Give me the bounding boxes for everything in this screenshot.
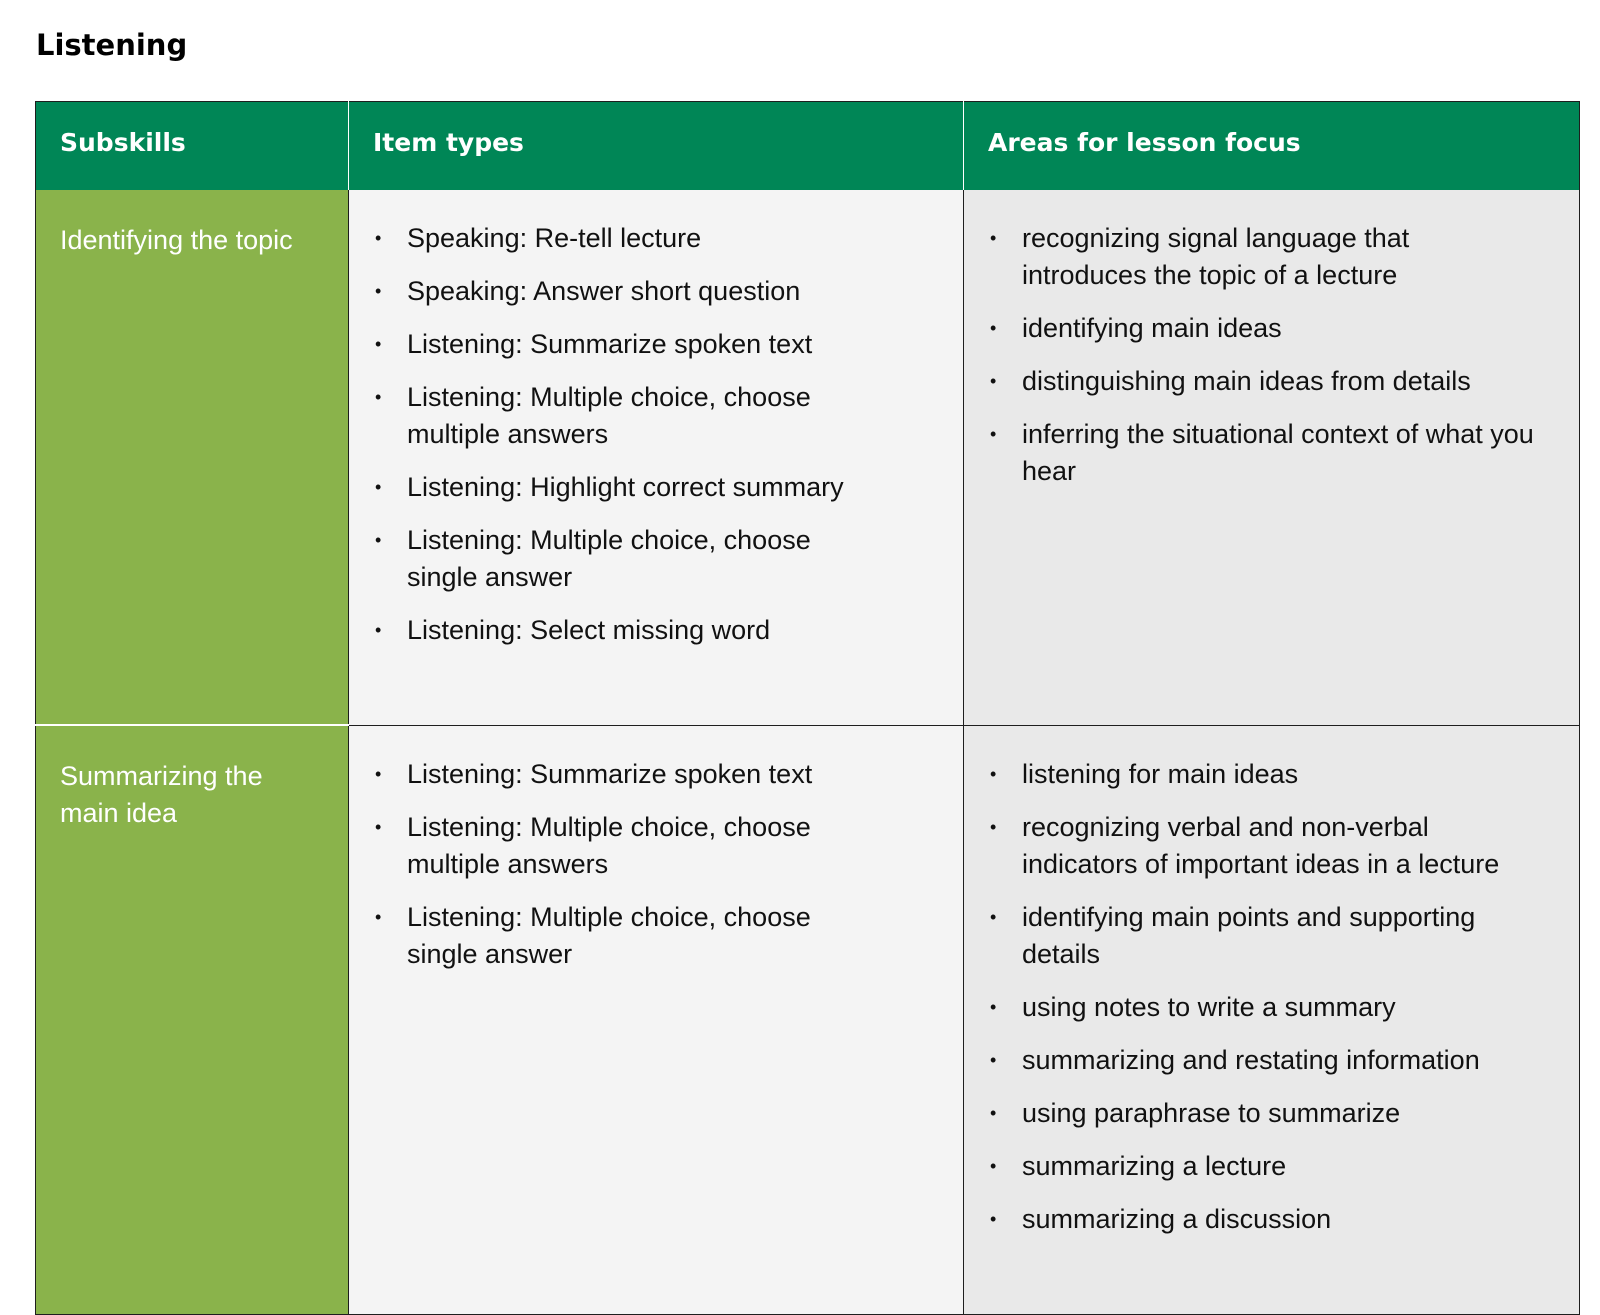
listening-skills-table bbox=[35, 101, 1580, 1315]
list-item: • Listening: Multiple choice, choose multiple answers bbox=[373, 379, 873, 453]
header-subskills: Subskills bbox=[36, 102, 349, 191]
item-types-cell bbox=[349, 190, 964, 725]
list-item: • Speaking: Answer short question bbox=[373, 273, 873, 310]
table-row bbox=[36, 190, 1580, 725]
list-item: • distinguishing main ideas from details bbox=[988, 363, 1539, 400]
areas-for-focus-cell bbox=[964, 190, 1580, 725]
list-item: • identifying main points and supporting details bbox=[988, 899, 1539, 973]
subskill-cell: Identifying the topic bbox=[36, 190, 349, 725]
list-item: • Listening: Multiple choice, choose single answer bbox=[373, 522, 873, 596]
list-item: • summarizing and restating information bbox=[988, 1042, 1539, 1079]
list-item: • Listening: Highlight correct summary bbox=[373, 469, 873, 506]
list-item: • summarizing a lecture bbox=[988, 1148, 1539, 1185]
list-item: • using paraphrase to summarize bbox=[988, 1095, 1539, 1132]
list-item: • Listening: Multiple choice, choose multiple answers bbox=[373, 809, 873, 883]
areas-list bbox=[988, 756, 1539, 1238]
table-header-row bbox=[36, 102, 1580, 191]
list-item: • using notes to write a summary bbox=[988, 989, 1539, 1026]
table-row bbox=[36, 725, 1580, 1315]
areas-for-focus-cell bbox=[964, 725, 1580, 1315]
page-title: Listening bbox=[36, 28, 188, 62]
item-types-list bbox=[373, 756, 873, 973]
list-item: • summarizing a discussion bbox=[988, 1201, 1539, 1238]
list-item: • identifying main ideas bbox=[988, 310, 1539, 347]
item-types-cell bbox=[349, 725, 964, 1315]
list-item: • inferring the situational context of what you hear bbox=[988, 416, 1539, 490]
list-item: • Listening: Summarize spoken text bbox=[373, 756, 873, 793]
areas-list bbox=[988, 220, 1539, 490]
header-item-types: Item types bbox=[349, 102, 964, 191]
list-item: • Speaking: Re-tell lecture bbox=[373, 220, 873, 257]
list-item: • recognizing verbal and non-verbal indicators of important ideas in a lecture bbox=[988, 809, 1539, 883]
list-item: • Listening: Summarize spoken text bbox=[373, 326, 873, 363]
list-item: • recognizing signal language that introduces the topic of a lecture bbox=[988, 220, 1539, 294]
list-item: • listening for main ideas bbox=[988, 756, 1539, 793]
item-types-list bbox=[373, 220, 873, 649]
header-areas-for-lesson-focus: Areas for lesson focus bbox=[964, 102, 1580, 191]
subskill-cell: Summarizing the main idea bbox=[36, 725, 349, 1315]
list-item: • Listening: Multiple choice, choose single answer bbox=[373, 899, 873, 973]
list-item: • Listening: Select missing word bbox=[373, 612, 873, 649]
